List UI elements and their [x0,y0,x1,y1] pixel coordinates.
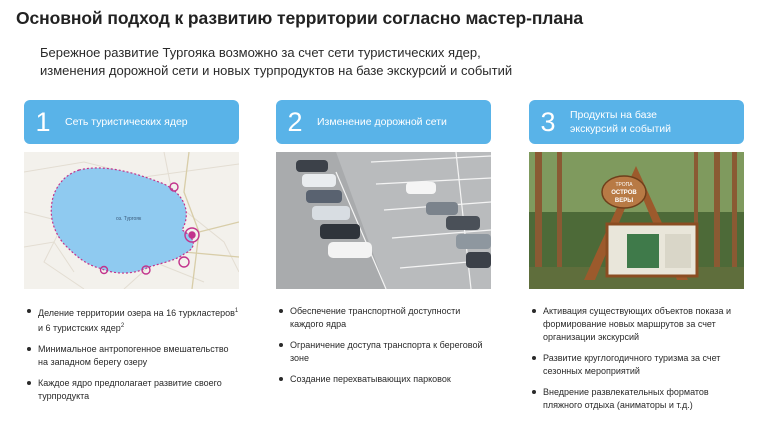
column-header-text-3 [567,108,671,136]
bullet-item: Ограничение доступа транспорта к береговой зоне [276,339,491,365]
map-lake-label: оз. Тургояк [116,216,142,222]
sign-text-line2: ОСТРОВ [611,190,637,196]
column-header-text-1 [62,115,188,129]
column-header-text-2 [314,115,447,129]
column-road-network [276,100,491,394]
column-header-3 [529,100,744,144]
column-header-label-1: Сеть туристических ядер [65,116,188,128]
page-subtitle [40,44,512,80]
subtitle-line-2: изменения дорожной сети и новых турпродуктов на базе экскурсий и событий [40,63,513,78]
subtitle-line-1: Бережное развитие Тургояка возможно за счет сети туристических ядер, [40,45,481,60]
bullet-item: Деление территории озера на 16 турклaстеров$^1$ и 6 туристских ядер$^2$ [24,305,239,335]
column-3-bullets [529,305,744,412]
sign-text-line1: ТРОПА [615,182,633,188]
column-header-label-2: Изменение дорожной сети [317,116,447,128]
parking-lot-image [276,152,491,289]
bullet-item: Каждое ядро предполагает развитие своего турпродукта [24,377,239,403]
column-header-label-3b: экскурсий и событий [570,123,671,135]
column-number-1: 1 [35,107,51,137]
column-header-label-3a: Продукты на базе [570,109,657,121]
sign-text-line3: ВЕРЫ [614,198,634,204]
column-number-3: 3 [540,107,556,137]
column-2-bullets [276,305,491,386]
column-header-2 [276,100,491,144]
column-header-1 [24,100,239,144]
page-title: Основной подход к развитию территории согласно мастер-плана [16,8,584,28]
bullet-item: Развитие круглогодичного туризма за счет сезонных мероприятий [529,352,744,378]
column-excursion-products [529,100,744,420]
lake-map-image [24,152,239,289]
bullet-item: Обеспечение транспортной доступности каждого ядра [276,305,491,331]
column-tourist-cores [24,100,239,411]
column-1-bullets [24,305,239,403]
bullet-item: Внедрение развлекательных форматов пляжного отдыха (аниматоры и т.д.) [529,386,744,412]
forest-trail-sign-image [529,152,744,289]
bullet-item: Создание перехватывающих парковок [276,373,491,386]
column-number-2: 2 [287,107,303,137]
bullet-item: Активация существующих объектов показа и формирование новых маршрутов за счет организации экскурсий [529,305,744,344]
bullet-item: Минимальное антропогенное вмешательство на западном берегу озеру [24,343,239,369]
